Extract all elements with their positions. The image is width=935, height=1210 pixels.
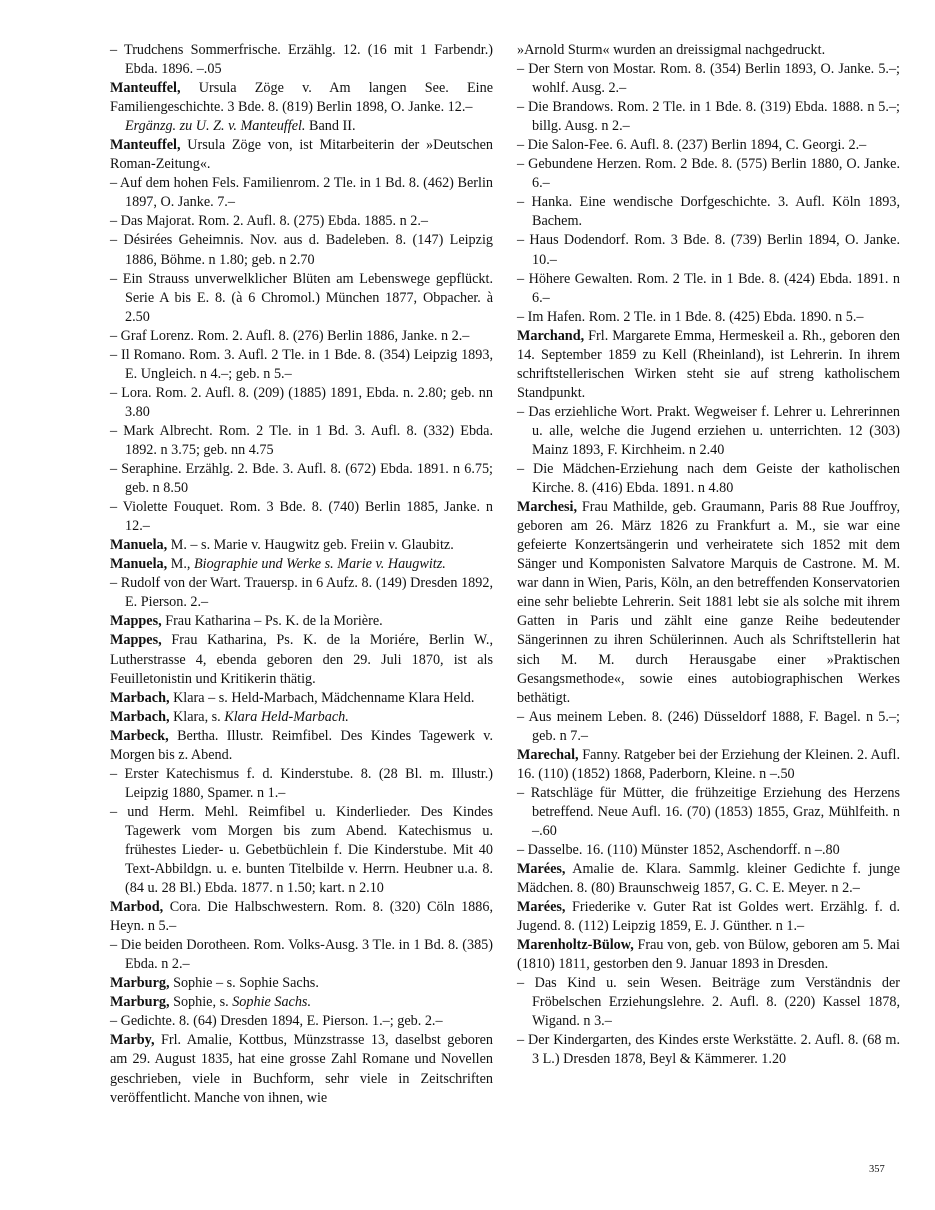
entry-name: Marbod, (110, 899, 164, 916)
entry-name: Marby, (110, 1032, 155, 1049)
entry-line (517, 708, 900, 746)
entry-text: Sophie, s. (169, 994, 233, 1011)
entry-text: – Seraphine. Erzählg. 2. Bde. 3. Aufl. 8. (672) Ebda. 1891. n 6.75; geb. n 8.50 (110, 461, 493, 497)
entry-text: – Das Majorat. Rom. 2. Aufl. 8. (275) Ebda. 1885. n 2.– (110, 213, 428, 230)
entry-line (517, 460, 900, 498)
entry-line (517, 974, 900, 1031)
entry-text: Frl. Amalie, Kottbus, Münzstrasse 13, daselbst geboren am 29. August 1835, hat eine grosse Zahl Romane und Novellen geschrieben, viele in Buchform, sehr viele in Zeitschriften veröffentlicht. Manche von ihnen, wie (110, 1032, 493, 1106)
entry-text: – Trudchens Sommerfrische. Erzählg. 12. (16 mit 1 Farbendr.) Ebda. 1896. –.05 (110, 42, 493, 78)
entry-heading (110, 79, 493, 117)
entry-text: – Der Stern von Mostar. Rom. 8. (354) Berlin 1893, O. Janke. 5.–; wohlf. Ausg. 2.– (517, 61, 900, 97)
entry-italic: Klara Held-Marbach. (224, 708, 349, 725)
entry-text: Band II. (305, 118, 356, 135)
entry-heading (517, 898, 900, 936)
entry-name: Marchesi, (517, 499, 578, 516)
entry-text: – Gedichte. 8. (64) Dresden 1894, E. Pierson. 1.–; geb. 2.– (110, 1013, 443, 1030)
entry-line (517, 403, 900, 460)
entry-line (110, 1012, 493, 1031)
entry-italic: Sophie Sachs. (232, 994, 311, 1011)
entry-text: Frau Katharina – Ps. K. de la Morière. (161, 613, 383, 630)
entry-text: Bertha. Illustr. Reimfibel. Des Kindes Tagewerk v. Morgen bis z. Abend. (110, 727, 493, 763)
entry-text: Klara, s. (169, 708, 225, 725)
entry-line (517, 136, 900, 155)
entry-italic: Ergänzg. zu U. Z. v. Manteuffel. (125, 118, 306, 135)
entry-italic: Biographie und Werke s. Marie v. Haugwitz. (193, 556, 446, 573)
entry-heading (517, 498, 900, 708)
entry-heading (110, 993, 493, 1012)
entry-heading (517, 936, 900, 974)
entry-name: Marburg, (110, 994, 170, 1011)
entry-text: – Dasselbe. 16. (110) Münster 1852, Aschendorff. n –.80 (517, 841, 840, 858)
entry-heading (110, 1031, 493, 1107)
entry-text: – Graf Lorenz. Rom. 2. Aufl. 8. (276) Berlin 1886, Janke. n 2.– (110, 327, 470, 344)
entry-heading (110, 727, 493, 765)
entry-line (110, 803, 493, 898)
entry-line (517, 155, 900, 193)
entry-line (110, 231, 493, 269)
entry-heading (110, 689, 493, 708)
entry-line (110, 574, 493, 612)
right-column (517, 41, 900, 1070)
entry-text: »Arnold Sturm« wurden an dreissigmal nachgedruckt. (517, 42, 826, 58)
entry-text: Ursula Zöge von, ist Mitarbeiterin der »Deutschen Roman-Zeitung«. (110, 137, 493, 173)
entry-name: Marchand, (517, 327, 585, 344)
entry-text: – Lora. Rom. 2. Aufl. 8. (209) (1885) 1891, Ebda. n. 2.80; geb. nn 3.80 (110, 384, 493, 420)
entry-name: Mappes, (110, 613, 162, 630)
entry-text: Frl. Margarete Emma, Hermeskeil a. Rh., geboren den 14. September 1859 zu Kell (Rheinland), ist Lehrerin. In ihrem schriftstellerischen Wirken steht sie auf streng katholischem Standpunkt. (517, 327, 900, 401)
entry-text: M. – s. Marie v. Haugwitz geb. Freiin v. Glaubitz. (167, 537, 454, 554)
entry-line (517, 231, 900, 269)
entry-text: – Aus meinem Leben. 8. (246) Düsseldorf 1888, F. Bagel. n 5.–; geb. n 7.– (517, 708, 900, 744)
entry-text: Frau Mathilde, geb. Graumann, Paris 88 Rue Jouffroy, geboren am 26. März 1826 zu Frankfurt a. M., sie war eine gefeierte Konzertsängerin und verheiratete sich 1852 mit dem Sänger und Komponisten Salvatore Marquis de Castrone. M. M. war dann in Wien, Paris, Köln, an den betreffenden Konservatorien eine sehr beliebte Lehrerin. Seit 1881 lebt sie als solche mit ihrem Gatten in Paris und zählt eine ganze Reihe bedeutender Sängerinnen zu ihren Schülerinnen. Auch als Schriftstellerin hat sich M. M. durch Herausgabe einer »Praktischen Gesangsmethode«, sowie eines autobiographischen Werkes bethätigt. (517, 499, 900, 706)
entry-line (517, 193, 900, 231)
entry-text: Friederike v. Guter Rat ist Goldes wert. Erzählg. f. d. Jugend. 8. (112) Leipzig 1859, E. J. Günther. n 1.– (517, 899, 900, 935)
entry-line (110, 936, 493, 974)
entry-heading (517, 746, 900, 784)
entry-text: M., (167, 556, 194, 573)
entry-text: – Die Mädchen-Erziehung nach dem Geiste der katholischen Kirche. 8. (416) Ebda. 1891. n 4.80 (517, 461, 900, 497)
entry-line (517, 841, 900, 860)
entry-text: Ursula Zöge v. Am langen See. Eine Familiengeschichte. 3 Bde. 8. (819) Berlin 1898, O. Janke. 12.– (110, 80, 493, 116)
entry-heading (517, 860, 900, 898)
entry-name: Marées, (517, 899, 566, 916)
entry-line (110, 117, 493, 136)
entry-text: – Ein Strauss unverwelklicher Blüten am Lebenswege gepflückt. Serie A bis E. 8. (à 6 Chromol.) München 1877, Obpacher. à 2.50 (110, 270, 493, 325)
entry-line (110, 498, 493, 536)
entry-text: – Désirées Geheimnis. Nov. aus d. Badeleben. 8. (147) Leipzig 1886, Böhme. n 1.80; geb. n 2.70 (110, 232, 493, 268)
entry-text: – Erster Katechismus f. d. Kinderstube. 8. (28 Bl. m. Illustr.) Leipzig 1880, Spamer. n 1.– (110, 765, 493, 801)
entry-text: – Das Kind u. sein Wesen. Beiträge zum Verständnis der Fröbelschen Erziehungslehre. 2. Aufl. 8. (220) Kassel 1878, Wigand. n 3.– (517, 975, 900, 1030)
entry-name: Marbach, (110, 708, 170, 725)
entry-text: – und Herm. Mehl. Reimfibel u. Kinderlieder. Des Kindes Tagewerk vom Morgen bis zum Abend. Katechismus u. frühestes Lieder- u. Gebetbüchlein f. Die Kinderstube. Mit 40 Text-Abbildgn. u. e. bunten Titelbilde v. Herrn. Heubner u.a. 8. (84 u. 28 Bl.) Ebda. 1877. n 1.50; kart. n 2.10 (110, 803, 493, 897)
entry-name: Manuela, (110, 537, 168, 554)
page-number: 357 (869, 1164, 885, 1175)
entry-text: – Hanka. Eine wendische Dorfgeschichte. 3. Aufl. Köln 1893, Bachem. (517, 194, 900, 230)
entry-line (110, 174, 493, 212)
entry-heading (110, 898, 493, 936)
entry-text: – Die Brandows. Rom. 2 Tle. in 1 Bde. 8. (319) Ebda. 1888. n 5.–; billg. Ausg. n 2.– (517, 99, 900, 135)
entry-name: Marbeck, (110, 727, 169, 744)
entry-heading (517, 327, 900, 403)
entry-name: Mappes, (110, 632, 162, 649)
entry-line (517, 1031, 900, 1069)
entry-text: Sophie – s. Sophie Sachs. (169, 975, 319, 992)
entry-line (517, 308, 900, 327)
entry-text: – Höhere Gewalten. Rom. 2 Tle. in 1 Bde. 8. (424) Ebda. 1891. n 6.– (517, 270, 900, 306)
entry-line (517, 98, 900, 136)
entry-text: Frau Katharina, Ps. K. de la Moriére, Berlin W., Lutherstrasse 4, ebenda geboren den 29. Juli 1870, ist als Feuilletonistin und Kritikerin thätig. (110, 632, 493, 687)
entry-line (110, 212, 493, 231)
entry-name: Manuela, (110, 556, 168, 573)
entry-text: – Mark Albrecht. Rom. 2 Tle. in 1 Bd. 3. Aufl. 8. (332) Ebda. 1892. n 3.75; geb. nn 4.75 (110, 422, 493, 458)
entry-text: – Il Romano. Rom. 3. Aufl. 2 Tle. in 1 Bde. 8. (354) Leipzig 1893, E. Ungleich. n 4.–; geb. n 5.– (110, 346, 493, 382)
entry-text: – Gebundene Herzen. Rom. 2 Bde. 8. (575) Berlin 1880, O. Janke. 6.– (517, 156, 900, 192)
entry-line (110, 327, 493, 346)
entry-line (110, 270, 493, 327)
entry-line (110, 384, 493, 422)
entry-text: – Haus Dodendorf. Rom. 3 Bde. 8. (739) Berlin 1894, O. Janke. 10.– (517, 232, 900, 268)
entry-text: – Der Kindergarten, des Kindes erste Werkstätte. 2. Aufl. 8. (68 m. 3 L.) Dresden 1878, Beyl & Kämmerer. 1.20 (517, 1032, 900, 1068)
entry-text: – Die Salon-Fee. 6. Aufl. 8. (237) Berlin 1894, C. Georgi. 2.– (517, 137, 867, 154)
entry-line (110, 422, 493, 460)
entry-line (517, 784, 900, 841)
entry-line (517, 270, 900, 308)
entry-heading (110, 136, 493, 174)
entry-name: Marechal, (517, 746, 579, 763)
entry-name: Marburg, (110, 975, 170, 992)
entry-name: Manteuffel, (110, 137, 181, 154)
entry-name: Marées, (517, 861, 566, 878)
entry-text: – Rudolf von der Wart. Trauersp. in 6 Aufz. 8. (149) Dresden 1892, E. Pierson. 2.– (110, 575, 493, 611)
entry-text: Cora. Die Halbschwestern. Rom. 8. (320) Cöln 1886, Heyn. n 5.– (110, 899, 493, 935)
entry-text: – Auf dem hohen Fels. Familienrom. 2 Tle. in 1 Bd. 8. (462) Berlin 1897, O. Janke. 7.– (110, 175, 493, 211)
entry-heading (110, 974, 493, 993)
entry-text: Klara – s. Held-Marbach, Mädchenname Klara Held. (169, 689, 475, 706)
entry-text: – Ratschläge für Mütter, die frühzeitige Erziehung des Herzens betreffend. Neue Aufl. 16. (70) (1853) 1855, Graz, Mühlfeith. n –.60 (517, 784, 900, 839)
entry-heading (110, 612, 493, 631)
entry-line (110, 346, 493, 384)
entry-name: Marbach, (110, 689, 170, 706)
entry-text: – Im Hafen. Rom. 2 Tle. in 1 Bde. 8. (425) Ebda. 1890. n 5.– (517, 308, 864, 325)
entry-line (110, 460, 493, 498)
entry-text: Amalie de. Klara. Sammlg. kleiner Gedichte f. junge Mädchen. 8. (80) Braunschweig 1857, G. C. E. Meyer. n 2.– (517, 861, 900, 897)
entry-line (110, 41, 493, 79)
entry-text: – Das erziehliche Wort. Prakt. Wegweiser f. Lehrer u. Lehrerinnen u. alle, welche die Jugend erziehen u. unterrichten. 12 (303) Mainz 1893, F. Kirchheim. n 2.40 (517, 403, 900, 458)
entry-line (110, 765, 493, 803)
entry-name: Marenholtz-Bülow, (517, 937, 634, 954)
entry-name: Manteuffel, (110, 80, 181, 97)
entry-text: – Die beiden Dorotheen. Rom. Volks-Ausg. 3 Tle. in 1 Bd. 8. (385) Ebda. n 2.– (110, 937, 493, 973)
entry-heading (110, 536, 493, 555)
entry-heading (110, 708, 493, 727)
entry-heading (110, 555, 493, 574)
entry-heading (110, 631, 493, 688)
left-column (110, 41, 493, 1108)
entry-text: Frau von, geb. von Bülow, geboren am 5. Mai (1810) 1811, gestorben den 9. Januar 1893 in Dresden. (517, 937, 900, 973)
entry-text: Fanny. Ratgeber bei der Erziehung der Kleinen. 2. Aufl. 16. (110) (1852) 1868, Paderborn, Kleine. n –.50 (517, 746, 900, 782)
entry-line (517, 41, 900, 60)
entry-line (517, 60, 900, 98)
entry-text: – Violette Fouquet. Rom. 3 Bde. 8. (740) Berlin 1885, Janke. n 12.– (110, 499, 493, 535)
